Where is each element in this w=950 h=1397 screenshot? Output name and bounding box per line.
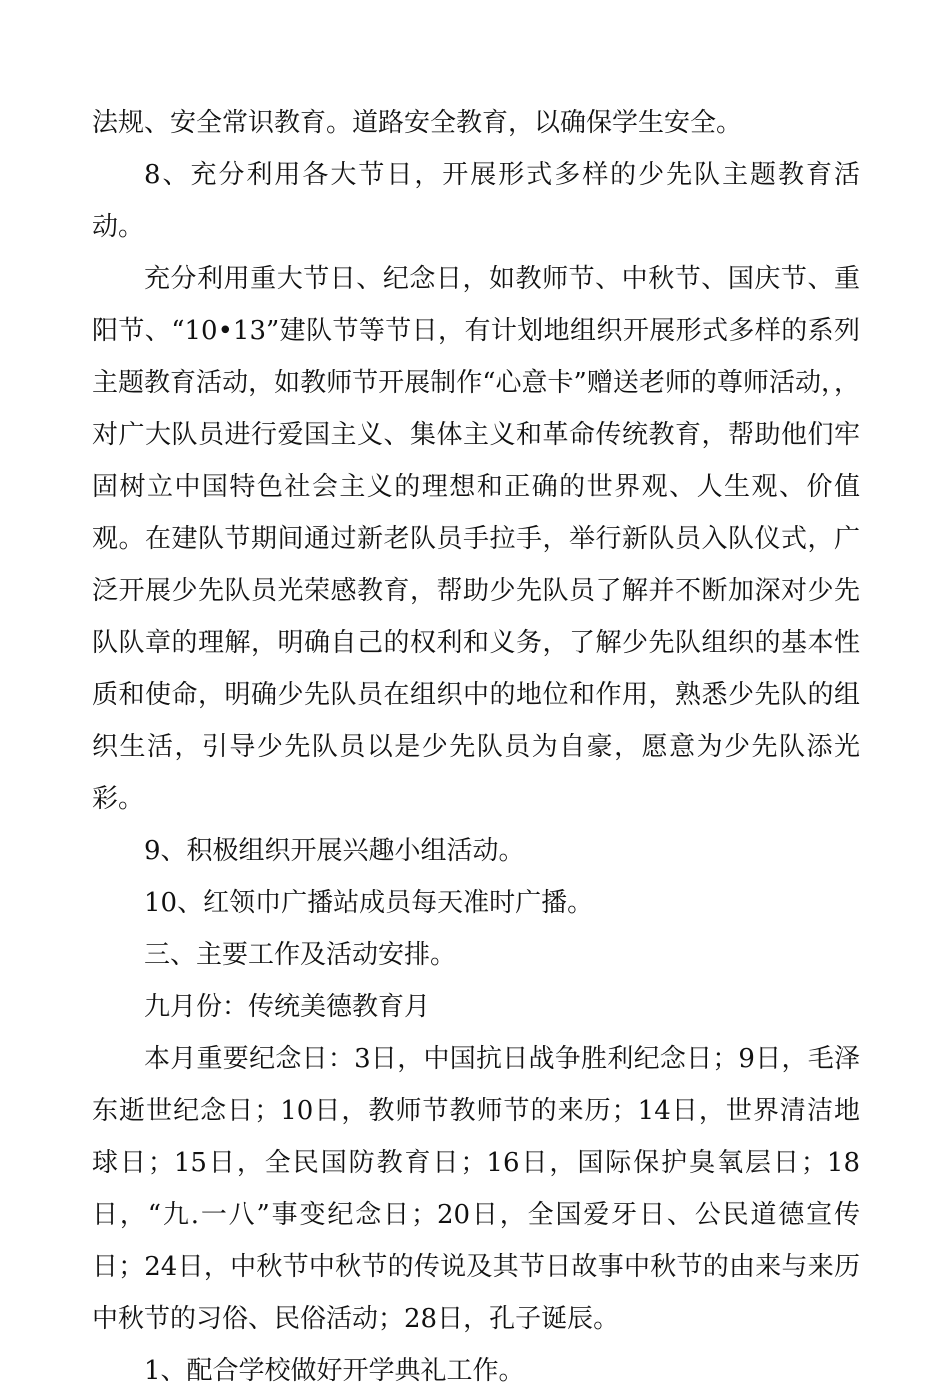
section-heading-3: 三、主要工作及活动安排。: [144, 940, 457, 970]
document-body: [92, 97, 860, 1397]
paragraph-memorial-days: 本月重要纪念日：3日，中国抗日战争胜利纪念日；9日，毛泽东逝世纪念日；10日，教师节教师节的来历；14日，世界清洁地球日；15日，全民国防教育日；16日，国际保护臭氧层日；18日，“九.一八”事变纪念日；20日，全国爱牙日、公民道德宣传日；24日，中秋节中秋节的传说及其节日故事中秋节的由来与来历中秋节的习俗、民俗活动；28日，孔子诞辰。: [92, 1044, 860, 1334]
month-heading-september: 九月份：传统美德教育月: [144, 992, 431, 1022]
paragraph-safety-education: 法规、安全常识教育。道路安全教育，以确保学生安全。: [92, 108, 743, 138]
paragraph-item-10: 10、红领巾广播站成员每天准时广播。: [144, 888, 594, 918]
paragraph-item-9: 9、积极组织开展兴趣小组活动。: [144, 836, 525, 866]
paragraph-festival-activities: 充分利用重大节日、纪念日，如教师节、中秋节、国庆节、重阳节、“10•13”建队节等节日，有计划地组织开展形式多样的系列主题教育活动，如教师节开展制作“心意卡”赠送老师的尊师活动，，对广大队员进行爱国主义、集体主义和革命传统教育，帮助他们牢固树立中国特色社会主义的理想和正确的世界观、人生观、价值观。在建队节期间通过新老队员手拉手，举行新队员入队仪式，广泛开展少先队员光荣感教育，帮助少先队员了解并不断加深对少先队队章的理解，明确自己的权利和义务，了解少先队组织的基本性质和使命，明确少先队员在组织中的地位和作用，熟悉少先队的组织生活，引导少先队员以是少先队员为自豪，愿意为少先队添光彩。: [92, 264, 860, 814]
paragraph-opening-ceremony: 1、配合学校做好开学典礼工作。: [144, 1356, 525, 1386]
paragraph-item-8: 8、充分利用各大节日，开展形式多样的少先队主题教育活动。: [92, 160, 860, 242]
